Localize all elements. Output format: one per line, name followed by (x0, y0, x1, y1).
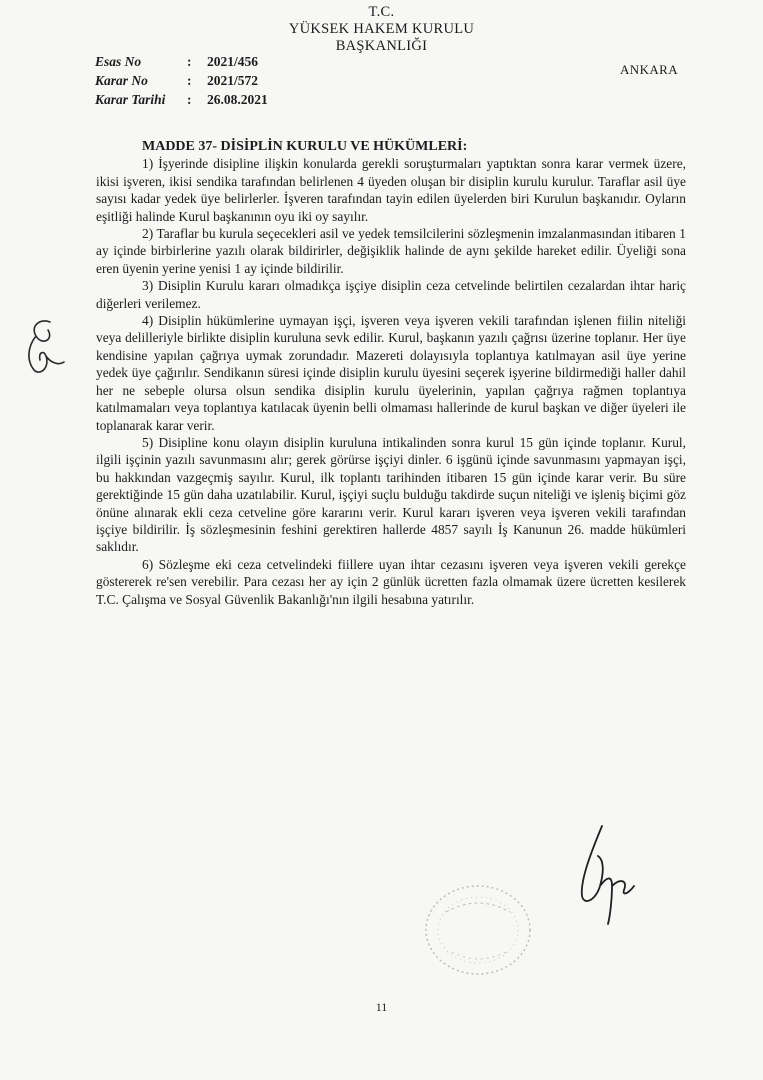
tarih-separator: : (187, 92, 192, 107)
paragraph-5: 5) Disipline konu olayın disiplin kuruluna intikalinden sonra kurul 15 gün içinde toplanır. Kurul, ilgili işçinin yazılı savunmasını alır; gerek görürse işçiyi dinler. 6 işgünü içinde savunmasını yapmayan işçi, bu hakkından vazgeçmiş sayılır. Kurul, ilk toplantı tarihinden itibaren 15 gün içinde karar verir. Bu süre gerektiğinde 15 gün daha uzatılabilir. Kurul, işçiyi suçlu bulduğu takdirde suçun niteliği ve işleniş biçimi göz önüne alınarak ekli ceza cetveline göre kararını verir. Kurul kararı işveren veya işveren vekili tarafından işçiye bildirilir. İş sözleşmesinin feshini gerektiren hallerde 4857 sayılı İş Kanunun 26. madde hükümleri saklıdır. (96, 434, 686, 555)
karar-separator: : (187, 73, 192, 88)
round-stamp-icon (416, 872, 546, 982)
signature-icon (568, 820, 648, 930)
paragraph-3: 3) Disiplin Kurulu kararı olmadıkça işçiye disiplin ceza cetvelinde belirtilen cezalardan ihtar hariç diğerleri verilemez. (96, 278, 686, 311)
esas-label: Esas No (95, 54, 142, 69)
karar-label: Karar No (95, 73, 148, 88)
karar-row (95, 71, 268, 90)
handwritten-mark-icon (20, 316, 68, 378)
esas-separator: : (187, 54, 192, 69)
paragraph-6: 6) Sözleşme eki ceza cetvelindeki fiillere uyan ihtar cezasını işveren veya işveren vekili gerekçe göstererek re'sen verebilir. Para cezası her ay için 2 günlük ücretten fazla olmamak üzere ücretten kesilerek T.C. Çalışma ve Sosyal Güvenlik Bakanlığı'nın ilgili hesabına yatırılır. (96, 556, 686, 607)
tarih-label: Karar Tarihi (95, 92, 166, 107)
document-header (0, 4, 763, 55)
header-line-institution: YÜKSEK HAKEM KURULU (288, 21, 475, 37)
tarih-value: 26.08.2021 (207, 92, 268, 107)
paragraph-1: 1) İşyerinde disipline ilişkin konularda gerekli soruşturmaları yaptıktan sonra karar vermek üzere, ikisi işveren, ikisi sendika tarafından belirlenen 4 üyeden oluşan bir disiplin kurulu kurulur. Taraflar asil üye sayısı kadar yedek üye belirlerler. İşveren tarafından tayin edilen üyelerden biri Kurulun başkanıdır. Oyların eşitliği halinde Kurul başkanının oyu iki oy sayılır. (96, 156, 686, 224)
karar-value: 2021/572 (207, 73, 259, 88)
esas-row (95, 52, 268, 71)
page-number: 11 (375, 1000, 388, 1014)
paragraph-4: 4) Disiplin hükümlerine uymayan işçi, işveren veya işveren vekili tarafından işlenen fiilin niteliği veya delilleriyle birlikte disiplin kuruluna sevk edilir. Kurul, başkanın yazılı çağrısı üzerine toplanır. Her üye kendisine yapılan çağrıya uymak zorundadır. Mazereti dolayısıyla toplantıya katılmayan asil üye yerine yedek üye çağırılır. Sendikanın süresi içinde disiplin kurulu üyesini seçerek işyerine bildirmediği haller dahil her ne sebeple olursa olsun sendika disiplin kurulu üyelerinin, yapılan çağrıya rağmen toplantıya katılmamaları veya toplantıya katılacak üyenin belli olmaması hallerinde de kurul başkan ve diğer üyeleri ile toplanarak karar verir. (96, 313, 686, 433)
city-label: ANKARA (620, 62, 679, 77)
esas-value: 2021/456 (207, 54, 259, 69)
header-line-tc: T.C. (368, 4, 395, 20)
header-line-presidency: BAŞKANLIĞI (335, 38, 428, 54)
article-body (96, 138, 686, 608)
case-metadata (95, 52, 268, 109)
paragraph-2: 2) Taraflar bu kurula seçecekleri asil ve yedek temsilcilerini sözleşmenin imzalanmasından itibaren 1 ay içinde birbirlerine yazılı olarak bildirirler, değişiklik halinde de aynı şekilde hareket edilir. Üyeliği sona eren üyenin yerine yenisi 1 ay içinde bildirilir. (96, 226, 686, 276)
article-title: MADDE 37- DİSİPLİN KURULU VE HÜKÜMLERİ: (142, 139, 468, 154)
tarih-row (95, 90, 268, 109)
